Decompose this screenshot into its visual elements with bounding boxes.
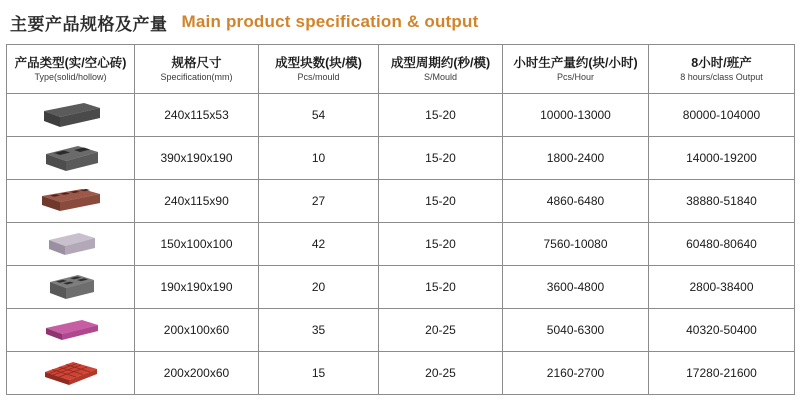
cell-cycle-time: 15-20: [379, 266, 503, 309]
cell-specification: 240x115x90: [135, 180, 259, 223]
cell-pcs-per-mould: 15: [259, 352, 379, 395]
column-header-output-8h-en: 8 hours/class Output: [680, 71, 763, 82]
cell-specification: 200x200x60: [135, 352, 259, 395]
page-title-cn: 主要产品规格及产量: [10, 14, 168, 34]
column-header-pcs-per-mould-en: Pcs/mould: [297, 71, 340, 82]
cell-output-8h: 80000-104000: [649, 94, 795, 137]
grid-paver-red-icon: [7, 356, 134, 390]
cell-specification: 190x190x190: [135, 266, 259, 309]
column-header-output-8h: [649, 45, 795, 94]
cell-specification: 200x100x60: [135, 309, 259, 352]
cell-output-8h: 17280-21600: [649, 352, 795, 395]
column-header-cycle-time: [379, 45, 503, 94]
cell-specification: 390x190x190: [135, 137, 259, 180]
column-header-cycle-time-cn: 成型周期约(秒/模): [390, 55, 491, 70]
cell-output-8h: 14000-19200: [649, 137, 795, 180]
product-image-cell: [7, 309, 135, 352]
product-spec-table: [6, 44, 795, 395]
table-row: [7, 94, 795, 137]
cell-pcs-per-hour: 3600-4800: [503, 266, 649, 309]
table-header: [7, 45, 795, 94]
product-image-cell: [7, 180, 135, 223]
product-image-cell: [7, 223, 135, 266]
column-header-pcs-per-mould-cn: 成型块数(块/模): [275, 55, 362, 70]
cell-specification: 240x115x53: [135, 94, 259, 137]
hollow-block-two-hole-icon: [7, 141, 134, 175]
cell-cycle-time: 20-25: [379, 309, 503, 352]
product-image-cell: [7, 137, 135, 180]
paving-brick-magenta-icon: [7, 313, 134, 347]
page-header: [6, 0, 794, 44]
cell-cycle-time: 15-20: [379, 137, 503, 180]
table-body: [7, 94, 795, 395]
cell-pcs-per-mould: 35: [259, 309, 379, 352]
column-header-pcs-per-hour-cn: 小时生产量约(块/小时): [513, 55, 638, 70]
cell-output-8h: 60480-80640: [649, 223, 795, 266]
cell-pcs-per-hour: 4860-6480: [503, 180, 649, 223]
cell-cycle-time: 20-25: [379, 352, 503, 395]
cell-pcs-per-hour: 10000-13000: [503, 94, 649, 137]
cell-pcs-per-hour: 7560-10080: [503, 223, 649, 266]
column-header-type-en: Type(solid/hollow): [34, 71, 107, 82]
column-header-pcs-per-hour: [503, 45, 649, 94]
cell-pcs-per-mould: 27: [259, 180, 379, 223]
table-header-row: [7, 45, 795, 94]
product-image-cell: [7, 266, 135, 309]
product-image-cell: [7, 94, 135, 137]
cell-cycle-time: 15-20: [379, 180, 503, 223]
cell-pcs-per-mould: 42: [259, 223, 379, 266]
cell-pcs-per-hour: 2160-2700: [503, 352, 649, 395]
cell-pcs-per-mould: 20: [259, 266, 379, 309]
cell-output-8h: 38880-51840: [649, 180, 795, 223]
cell-pcs-per-hour: 1800-2400: [503, 137, 649, 180]
column-header-specification-en: Specification(mm): [160, 71, 233, 82]
column-header-specification: [135, 45, 259, 94]
solid-brick-dark-gray-icon: [7, 98, 134, 132]
column-header-pcs-per-hour-en: Pcs/Hour: [556, 71, 594, 82]
solid-block-lavender-icon: [7, 227, 134, 261]
hollow-block-four-hole-icon: [7, 270, 134, 304]
cell-output-8h: 40320-50400: [649, 309, 795, 352]
column-header-specification-cn: 规格尺寸: [171, 55, 222, 70]
column-header-output-8h-cn: 8小时/班产: [691, 55, 752, 70]
column-header-cycle-time-en: S/Mould: [423, 71, 458, 82]
cell-pcs-per-mould: 10: [259, 137, 379, 180]
perforated-brick-red-icon: [7, 184, 134, 218]
cell-pcs-per-mould: 54: [259, 94, 379, 137]
table-row: [7, 266, 795, 309]
cell-specification: 150x100x100: [135, 223, 259, 266]
page-title-en: Main product specification & output: [181, 12, 479, 31]
table-row: [7, 309, 795, 352]
cell-pcs-per-hour: 5040-6300: [503, 309, 649, 352]
product-image-cell: [7, 352, 135, 395]
table-row: [7, 137, 795, 180]
cell-output-8h: 2800-38400: [649, 266, 795, 309]
cell-cycle-time: 15-20: [379, 94, 503, 137]
table-row: [7, 180, 795, 223]
column-header-type: [7, 45, 135, 94]
cell-cycle-time: 15-20: [379, 223, 503, 266]
column-header-pcs-per-mould: [259, 45, 379, 94]
table-row: [7, 223, 795, 266]
column-header-type-cn: 产品类型(实/空心砖): [14, 55, 127, 70]
table-row: [7, 352, 795, 395]
